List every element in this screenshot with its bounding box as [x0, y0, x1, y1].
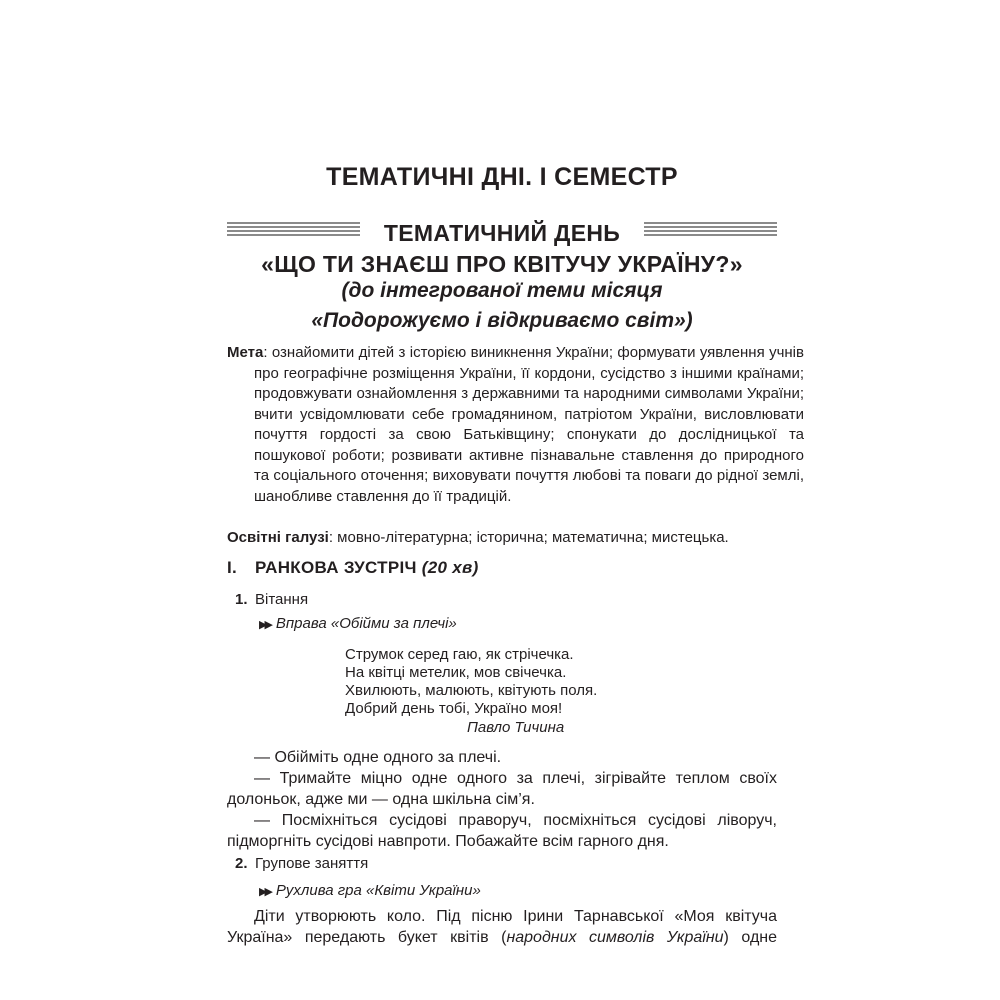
exercise-game [259, 882, 481, 899]
fields-label: Освітні галузі [227, 529, 329, 546]
item1-label: Вітання [255, 591, 309, 608]
poem-line: Хвилюють, малюють, квітують поля. [345, 682, 598, 699]
goal-paragraph [227, 343, 804, 507]
item2-label: Групове заняття [255, 855, 369, 872]
dialog-line-3: — Посміхніться сусідові праворуч, посміхніться сусідові ліворуч, підморгніть сусідові навпроти. Побажайте всім гарного дня. [227, 812, 777, 850]
semester-title: ТЕМАТИЧНІ ДНІ. І СЕМЕСТР [326, 163, 678, 191]
day-title [227, 218, 777, 280]
item-greeting [235, 591, 308, 608]
exercise-hug [259, 615, 457, 632]
poem-line: На квітці метелик, мов свічечка. [345, 664, 567, 681]
exercise1-title: Вправа «Обійми за плечі» [275, 615, 457, 632]
section-heading [227, 558, 479, 578]
subtitle [227, 276, 777, 336]
poem [345, 646, 597, 718]
poem-author: Павло Тичина [467, 719, 565, 736]
final-text-emphasis: народних символів України [506, 929, 724, 946]
item2-number: 2. [235, 855, 248, 872]
double-arrow-icon: ▶▶ [259, 886, 270, 898]
day-title-line1: ТЕМАТИЧНИЙ ДЕНЬ [383, 220, 621, 246]
goal-text: : ознайомити дітей з історією виникнення України; формувати уявлення учнів про географічне розміщення України, її кордони, сусідство з іншими країнами; продовжувати ознайомлення з державними та народними символами України; вчити усвідомлювати себе громадянином, патріотом України, висловлювати почуття гордості за свою Батьківщину; спонукати до дослідницької та пошукової роботи; розвивати активне пізнавальне ставлення до природного та соціального оточення; виховувати почуття любові та поваги до рідної землі, шанобливе ставлення до її традицій. [254, 344, 804, 505]
double-arrow-icon: ▶▶ [259, 619, 270, 631]
day-title-line2: «ЩО ТИ ЗНАЄШ ПРО КВІТУЧУ УКРАЇНУ?» [261, 251, 743, 277]
item1-number: 1. [235, 591, 248, 608]
subtitle-line2: «Подорожуємо і відкриваємо світ») [311, 309, 693, 332]
subtitle-line1: (до інтегрованої теми місяця [341, 279, 663, 302]
fields-paragraph [227, 528, 777, 548]
item-group-lesson [235, 855, 368, 872]
dialog-line-1: — Обійміть одне одного за плечі. [254, 749, 502, 766]
poem-line: Струмок серед гаю, як стрічечка. [345, 646, 574, 663]
section-time: (20 хв) [421, 558, 479, 577]
final-paragraph: Діти утворюють коло. Під пісню Ірини Тарнавської «Моя квітуча Україна» передають букет квітів (народних символів України) одне [227, 908, 778, 946]
poem-line: Добрий день тобі, Україно моя! [345, 700, 563, 717]
section-number: I. [227, 558, 238, 577]
section-title: РАНКОВА ЗУСТРІЧ [255, 558, 417, 577]
goal-label: Мета [227, 344, 264, 361]
exercise2-title: Рухлива гра «Квіти України» [275, 882, 481, 899]
dialog-line-2: — Тримайте міцно одне одного за плечі, зігрівайте теплом своїх долоньок, адже ми — одна шкільна сім’я. [227, 770, 777, 808]
fields-text: : мовно-літературна; історична; математична; мистецька. [328, 529, 729, 546]
